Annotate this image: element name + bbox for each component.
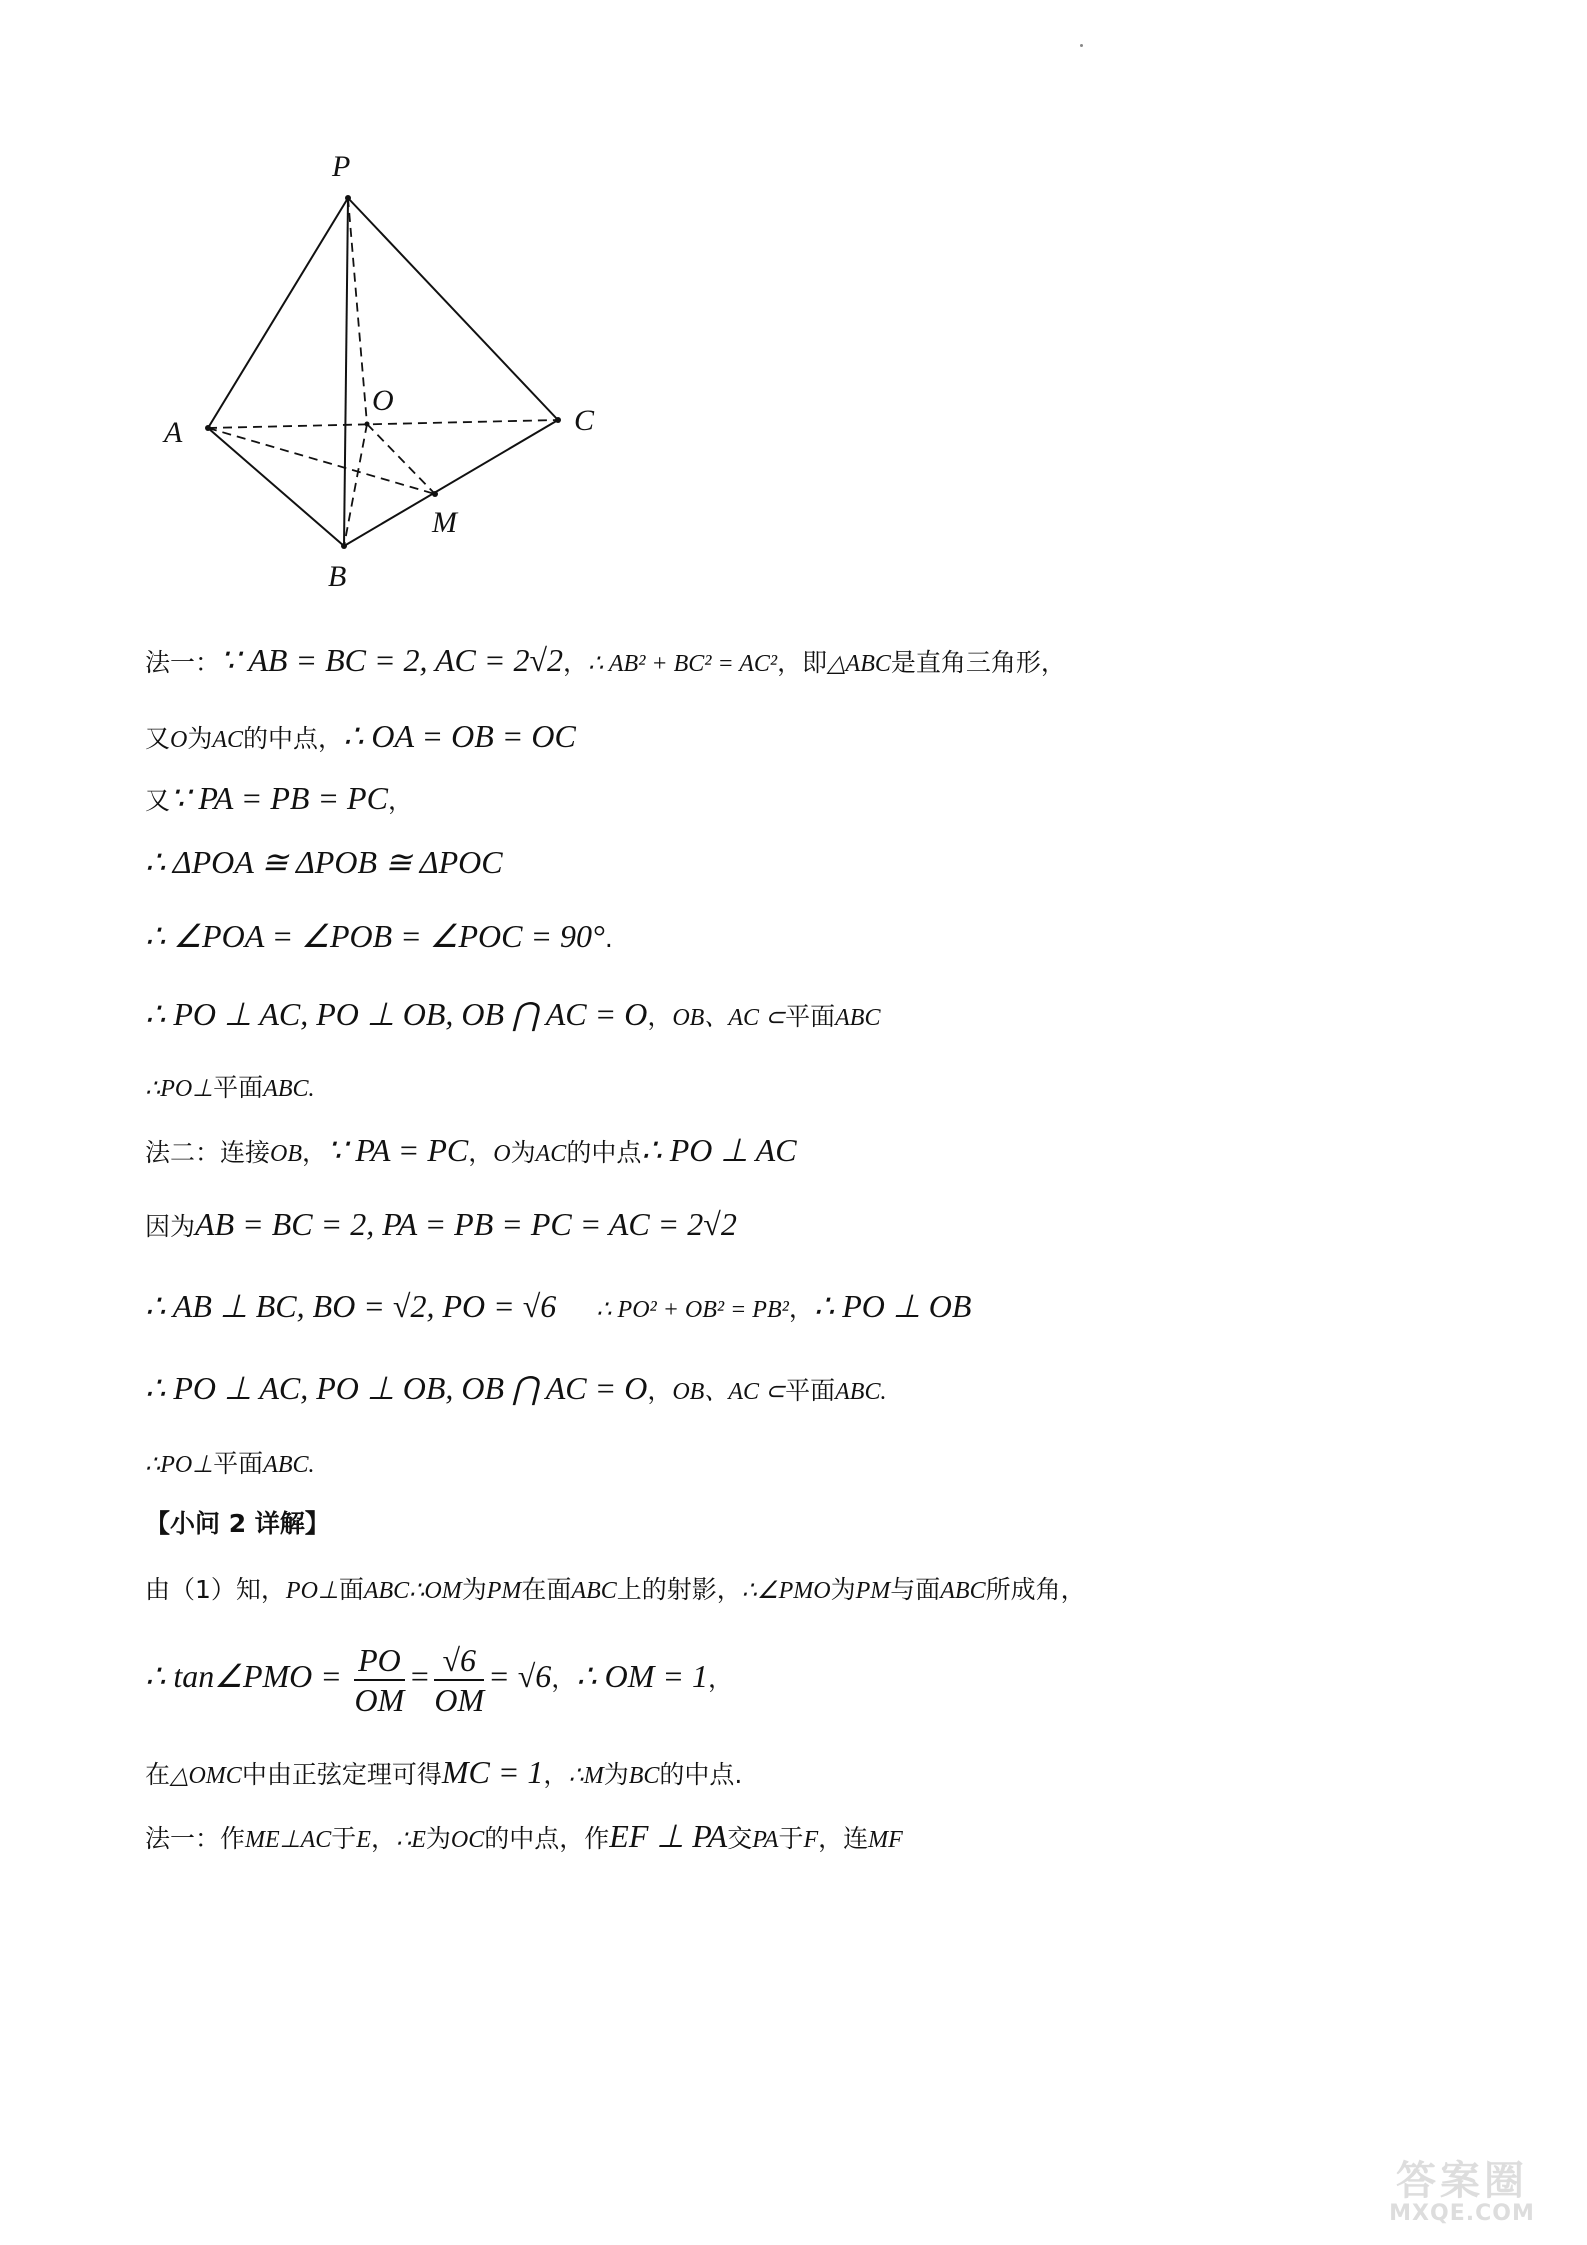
math-fragment: O <box>493 1141 511 1167</box>
label-m: M <box>432 506 457 539</box>
text-fragment: 的中点 <box>566 1138 642 1167</box>
text-fragment: 法一：作 <box>145 1824 246 1853</box>
page-dot <box>1080 44 1083 47</box>
math-fragment: OC <box>450 1827 485 1853</box>
math-fragment: ABC. <box>263 1076 315 1102</box>
math-fragment: ∴ AB ⊥ BC, BO = √2, PO = √6 <box>145 1288 557 1324</box>
math-fragment: E <box>356 1827 371 1853</box>
heading-text: 【小问 2 详解】 <box>145 1509 330 1538</box>
line-congruent <box>145 842 503 885</box>
segment-po-dashed <box>348 198 367 424</box>
point-p <box>345 195 351 201</box>
math-fragment: ∴ OA = OB = OC <box>343 718 576 754</box>
text-fragment: 交 <box>727 1824 753 1853</box>
math-fragment: PM <box>486 1578 522 1604</box>
fraction-numerator: PO <box>354 1641 405 1681</box>
math-fragment: ∴ AB² + BC² = AC² <box>588 651 778 677</box>
math-fragment: ∵ PA = PC <box>327 1132 469 1168</box>
math-fragment: ∴ OM = 1 <box>576 1658 709 1694</box>
text-fragment: 平面 <box>213 1073 264 1102</box>
math-fragment: ∴ PO ⊥ OB <box>813 1288 972 1324</box>
fraction-numerator: √6 <box>434 1641 484 1681</box>
math-fragment: ∴ PO ⊥ AC <box>641 1132 797 1168</box>
line-given-lengths <box>145 1204 737 1247</box>
text-fragment: ， <box>647 1376 673 1405</box>
math-fragment: AC <box>535 1141 567 1167</box>
edge-ab <box>208 428 344 546</box>
segment-am-dashed <box>208 428 435 494</box>
text-fragment: 法一： <box>145 648 221 677</box>
math-fragment: ∴PO⊥ <box>145 1076 214 1102</box>
math-fragment: ABC∴OM <box>363 1578 462 1604</box>
text-fragment: 因为 <box>145 1212 196 1241</box>
text-fragment: 中由正弦定理可得 <box>241 1760 442 1789</box>
text-fragment: 为 <box>187 724 213 753</box>
math-fragment: PM <box>855 1578 891 1604</box>
text-fragment: ， <box>708 1664 734 1693</box>
segment-ob-dashed <box>344 424 367 546</box>
watermark-bottom-text: MXQE.COM <box>1389 2201 1535 2226</box>
line-method1-construction <box>145 1816 903 1860</box>
text-fragment: 由（1）知， <box>145 1575 286 1604</box>
fraction-denominator: OM <box>434 1682 485 1718</box>
math-fragment: AB = BC = 2, PA = PB = PC = AC = 2√2 <box>195 1206 737 1242</box>
math-fragment: ∴ PO² + OB² = PB² <box>596 1297 789 1323</box>
math-fragment: AC <box>212 727 244 753</box>
math-fragment: ∵ AB = BC = 2, AC = 2√2 <box>220 642 564 678</box>
line-conclusion-2 <box>145 1444 315 1485</box>
math-fragment: ME⊥AC <box>245 1827 332 1853</box>
text-fragment: 于 <box>778 1824 804 1853</box>
math-fragment: ∴ tan∠PMO = <box>145 1658 342 1694</box>
text-fragment: 平面 <box>213 1449 264 1478</box>
text-fragment: . <box>604 924 613 953</box>
label-p: P <box>332 150 351 183</box>
math-fragment: F <box>803 1827 819 1853</box>
edge-ac-dashed <box>208 420 558 428</box>
text-fragment: 在 <box>145 1760 171 1789</box>
math-fragment: O <box>170 727 188 753</box>
math-fragment: BC <box>628 1763 660 1789</box>
math-fragment: ∴ PO ⊥ AC, PO ⊥ OB, OB ⋂ AC = O <box>145 996 648 1032</box>
pyramid-figure <box>160 140 620 600</box>
math-fragment: MF <box>868 1827 903 1853</box>
line-method1-intro <box>145 640 1066 684</box>
point-a <box>205 425 211 431</box>
text-fragment: 为 <box>830 1575 856 1604</box>
text-fragment: ， <box>647 1002 673 1031</box>
math-fragment: EF ⊥ PA <box>609 1818 728 1854</box>
section-heading-q2 <box>145 1504 330 1544</box>
text-fragment: 与面 <box>890 1575 941 1604</box>
point-b <box>341 543 347 549</box>
math-fragment: ∴E <box>395 1827 426 1853</box>
label-b: B <box>328 560 347 593</box>
text-fragment: ， <box>387 786 413 815</box>
math-fragment: ABC <box>571 1578 617 1604</box>
text-fragment: ， <box>370 1824 396 1853</box>
math-fragment: OB <box>270 1141 303 1167</box>
math-fragment: MC = 1 <box>441 1754 544 1790</box>
math-fragment: = √6 <box>488 1658 552 1694</box>
text-fragment: ， <box>543 1760 569 1789</box>
line-pythagoras <box>145 1286 971 1330</box>
point-o <box>365 422 370 427</box>
math-fragment: ∴ ∠POA = ∠POB = ∠POC = 90° <box>145 918 605 954</box>
line-midpoint <box>145 716 576 760</box>
watermark-logo <box>1357 2160 1567 2230</box>
math-fragment: ∴ PO ⊥ AC, PO ⊥ OB, OB ⋂ AC = O <box>145 1370 648 1406</box>
math-fragment: △ABC <box>827 651 891 677</box>
math-fragment: ∵ PA = PB = PC <box>170 780 388 816</box>
fraction-denominator: OM <box>354 1682 405 1718</box>
math-fragment: PO⊥ <box>285 1578 339 1604</box>
text-fragment: 平面 <box>785 1002 836 1031</box>
line-pa-pb-pc <box>145 778 413 821</box>
math-fragment: ABC <box>835 1005 881 1031</box>
point-c <box>555 417 561 423</box>
text-fragment: 为 <box>461 1575 487 1604</box>
text-fragment: ， <box>468 1138 494 1167</box>
text-fragment: 为 <box>425 1824 451 1853</box>
math-fragment: ∴M <box>568 1763 604 1789</box>
point-m <box>432 491 438 497</box>
text-fragment: 法二：连接 <box>145 1138 271 1167</box>
text-fragment: ，即 <box>777 648 828 677</box>
math-fragment: OB、AC ⊂ <box>672 1005 786 1031</box>
math-fragment: △OMC <box>170 1763 242 1789</box>
edge-pb <box>344 198 348 546</box>
math-fragment: ABC <box>940 1578 986 1604</box>
text-fragment: 上的射影， <box>616 1575 742 1604</box>
text-fragment: ， <box>788 1294 814 1323</box>
text-fragment: 所成角， <box>985 1575 1086 1604</box>
text-fragment: ， <box>302 1138 328 1167</box>
math-fragment: ∴PO⊥ <box>145 1452 214 1478</box>
text-fragment: 于 <box>331 1824 357 1853</box>
line-conclusion-1 <box>145 1068 315 1109</box>
text-fragment: 又 <box>145 786 171 815</box>
math-fragment: ABC. <box>835 1379 887 1405</box>
text-fragment: 在面 <box>521 1575 572 1604</box>
math-fragment: OB、AC ⊂ <box>672 1379 786 1405</box>
line-tan-equation <box>145 1636 733 1719</box>
text-fragment: ，连 <box>818 1824 869 1853</box>
text-fragment: ， <box>563 648 589 677</box>
math-fragment: = <box>408 1658 431 1694</box>
math-fragment: PA <box>752 1827 779 1853</box>
text-fragment: ， <box>551 1664 577 1693</box>
pyramid-diagram <box>160 140 620 600</box>
text-fragment: 的中点， <box>243 724 344 753</box>
line-sine-law <box>145 1752 742 1796</box>
label-a: A <box>164 416 183 449</box>
text-fragment: 的中点. <box>659 1760 743 1789</box>
fraction-po-om <box>354 1641 405 1719</box>
text-fragment: 面 <box>338 1575 364 1604</box>
fraction-sqrt6-om <box>434 1641 484 1719</box>
text-fragment: 为 <box>603 1760 629 1789</box>
edge-pa <box>208 198 348 428</box>
line-perpendicular-1 <box>145 994 880 1038</box>
text-fragment: 平面 <box>785 1376 836 1405</box>
line-method2-intro <box>145 1130 797 1174</box>
text-fragment: 是直角三角形， <box>890 648 1066 677</box>
watermark-top-text: 答案圈 <box>1396 2158 1528 2204</box>
text-fragment: 又 <box>145 724 171 753</box>
math-fragment: ∴ ΔPOA ≅ ΔPOB ≅ ΔPOC <box>145 844 503 880</box>
text-fragment: 的中点，作 <box>484 1824 610 1853</box>
math-fragment: ABC. <box>263 1452 315 1478</box>
label-c: C <box>574 404 595 437</box>
line-angles <box>145 916 613 959</box>
line-projection <box>145 1570 1086 1611</box>
math-fragment: ∴∠PMO <box>741 1578 831 1604</box>
line-perpendicular-2 <box>145 1368 886 1412</box>
text-fragment: 为 <box>510 1138 536 1167</box>
label-o: O <box>372 384 394 417</box>
